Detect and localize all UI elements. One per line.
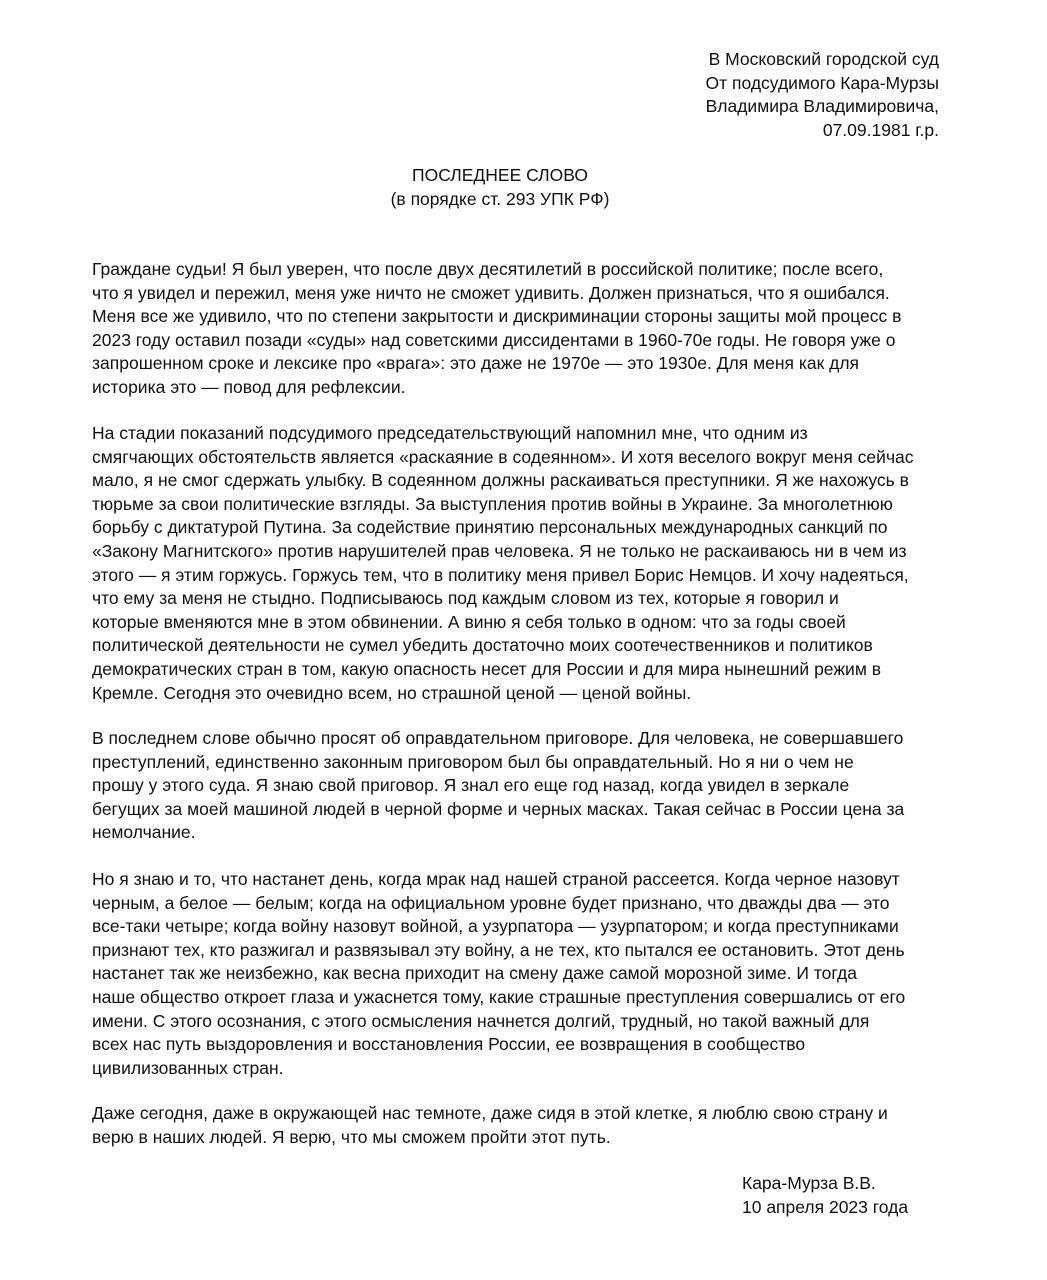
text-line: Даже сегодня, даже в окружающей нас темноте, даже сидя в этой клетке, я люблю свою страну и [92,1103,888,1123]
text-line: Но я знаю и то, что настанет день, когда мрак над нашей страной рассеется. Когда черное назовут [92,869,900,889]
text-line: бегущих за моей машиной людей в черной форме и черных масках. Такая сейчас в России цена за [92,798,905,819]
signature-date: 10 апреля 2023 года [742,1196,909,1217]
paragraph-2 [92,422,972,705]
text-line: Меня все же удивило, что по степени закрытости и дискриминации стороны защиты мой процесс в [92,306,902,327]
text-line: В последнем слове обычно просят об оправдательном приговоре. Для человека, не совершавшего [92,728,904,748]
title-subtitle: (в порядке ст. 293 УПК РФ) [390,188,610,209]
text-line: черным, а белое — белым; когда на официальном уровне будет признано, что дважды два — это [92,892,890,913]
addressee-block [706,48,939,142]
text-line: историка это — повод для рефлексии. [92,376,406,397]
text-line: Кремле. Сегодня это очевидно всем, но страшной ценой — ценой войны. [92,682,692,703]
text-line: что я увидел и пережил, меня уже ничто не сможет удивить. Должен признаться, что я ошибался. [92,282,890,303]
document-title [0,164,1000,211]
text-line: все-таки четыре; когда войну назовут войной, а узурпатора — узурпатором; и когда преступниками [92,916,899,937]
text-line: запрошенном сроке и лексике про «врага»: это даже не 1970е — это 1930е. Для меня как для [92,353,860,374]
addressee-birthdate: 07.09.1981 г.р. [822,119,939,140]
paragraph-1 [92,258,972,400]
text-line: верю в наших людей. Я верю, что мы сможем пройти этот путь. [92,1126,611,1147]
paragraph-5 [92,1102,972,1149]
text-line: Граждане судьи! Я был уверен, что после двух десятилетий в российской политике; после всего, [92,259,884,279]
text-line: политической деятельности не сумел убедить достаточно моих соотечественников и политиков [92,635,873,656]
addressee-from: От подсудимого Кара-Мурзы [705,72,939,93]
text-line: что ему за меня не стыдно. Подписываюсь под каждым словом из тех, которые я говорил и [92,588,839,609]
text-line: тюрьме за свои политические взгляды. За выступления против войны в Украине. За многолетнюю [92,493,893,514]
text-line: борьбу с диктатурой Путина. За содействие принятию персональных международных санкций по [92,517,888,538]
text-line: 2023 году оставил позади «суды» над советскими диссидентами в 1960-70е годы. Не говоря уже о [92,329,896,350]
paragraph-3 [92,727,972,845]
text-line: преступлений, единственно законным приговором был бы оправдательный. Но я ни о чем не [92,751,854,772]
text-line: На стадии показаний подсудимого председательствующий напомнил мне, что одним из [92,423,808,443]
text-line: мало, я не смог сдержать улыбку. В содеянном должны раскаиваться преступники. Я же нахожусь в [92,470,909,491]
text-line: наше общество откроет глаза и ужаснется тому, какие страшные преступления совершались от его [92,986,906,1007]
text-line: смягчающих обстоятельств является «раскаяние в содеянном». И хотя веселого вокруг меня сейчас [92,446,914,467]
text-line: демократических стран в том, какую опасность несет для России и для мира нынешний режим в [92,658,882,679]
addressee-court: В Московский городской суд [708,49,939,69]
signature-block [742,1172,908,1219]
text-line: всех нас путь выздоровления и восстановления России, ее возвращения в сообщество [92,1034,806,1055]
text-line: прошу у этого суда. Я знаю свой приговор. Я знал его еще год назад, когда увидел в зеркале [92,775,850,796]
addressee-name: Владимира Владимировича, [705,96,939,116]
text-line: признают тех, кто разжигал и развязывал эту войну, а не тех, кто пытался ее остановить. Этот день [92,939,905,960]
text-line: имени. С этого осознания, с этого осмысления начнется долгий, трудный, но такой важный для [92,1010,870,1031]
text-line: этого — я этим горжусь. Горжусь тем, что в политику меня привел Борис Немцов. И хочу надеяться, [92,564,909,585]
text-line: цивилизованных стран. [92,1057,284,1078]
text-line: настанет так же неизбежно, как весна приходит на смену даже самой морозной зиме. И тогда [92,963,857,984]
signature-name: Кара-Мурза В.В. [742,1173,876,1193]
paragraph-4 [92,868,972,1080]
text-line: которые вменяются мне в этом обвинении. А виню я себя только в одном: что за годы своей [92,611,846,632]
text-line: «Закону Магнитского» против нарушителей прав человека. Я не только не раскаиваюсь ни в чем из [92,540,907,561]
text-line: немолчание. [92,822,196,843]
title-main: ПОСЛЕДНЕЕ СЛОВО [412,165,588,185]
